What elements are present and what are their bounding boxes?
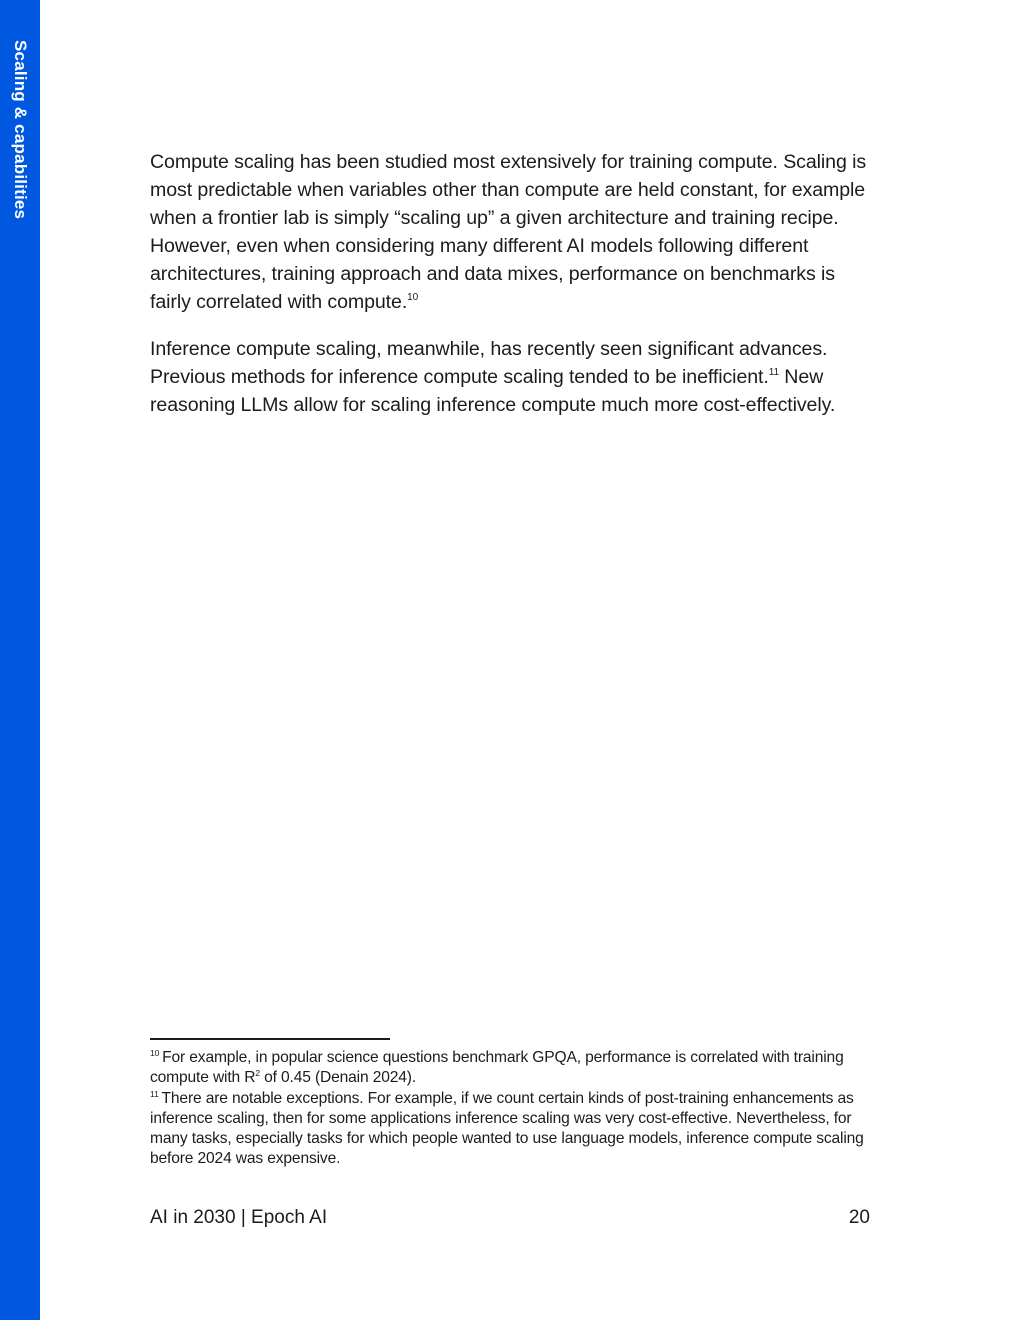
footnote-11: [150, 1089, 870, 1170]
paragraph-1: [150, 148, 880, 316]
paragraph-2-text-start: Inference compute scaling, meanwhile, has recently seen significant advances. Previous methods for inference compute scaling tended to be inefficient.: [150, 338, 828, 388]
footnote-ref-10[interactable]: 10: [407, 292, 419, 303]
section-sidebar: [0, 0, 40, 1320]
footnote-text: There are notable exceptions. For example, if we count certain kinds of post-training enhancements as inference scaling, then for some applications inference scaling was very cost-effective. Nevertheless, for many tasks, especially tasks for which people wanted to use language models, inference compute scaling before 2024 was expensive.: [150, 1089, 864, 1168]
footnotes: [150, 1048, 870, 1170]
paragraph-2-text-end: New reasoning LLMs allow for scaling inference compute much more cost-effectively.: [150, 366, 836, 416]
footnote-number: 11: [150, 1088, 159, 1099]
footnote-ref-11[interactable]: 11: [768, 367, 779, 378]
footnote-divider: [150, 1038, 390, 1040]
footnote-number: 10: [150, 1048, 160, 1058]
footnote-text-end: of 0.45 (Denain 2024).: [259, 1069, 417, 1087]
footnote-text-start: For example, in popular science questions benchmark GPQA, performance is correlated with training compute with R: [150, 1049, 844, 1087]
page-footer: [150, 1205, 870, 1231]
paragraph-2: [150, 335, 880, 419]
paragraph-1-text: Compute scaling has been studied most extensively for training compute. Scaling is most predictable when variables other than compute are held constant, for example when a frontier lab is simply “scaling up” a given architecture and training recipe. However, even when considering many different AI models following different architectures, training approach and data mixes, performance on benchmarks is fairly correlated with compute.: [150, 151, 867, 313]
page-number: 20: [848, 1207, 870, 1228]
main-content: [150, 148, 880, 438]
footer-title: AI in 2030 | Epoch AI: [150, 1207, 328, 1228]
section-label: Scaling & capabilities: [11, 40, 30, 220]
footnote-10: [150, 1048, 870, 1089]
footnote-superscript: 2: [255, 1068, 260, 1079]
